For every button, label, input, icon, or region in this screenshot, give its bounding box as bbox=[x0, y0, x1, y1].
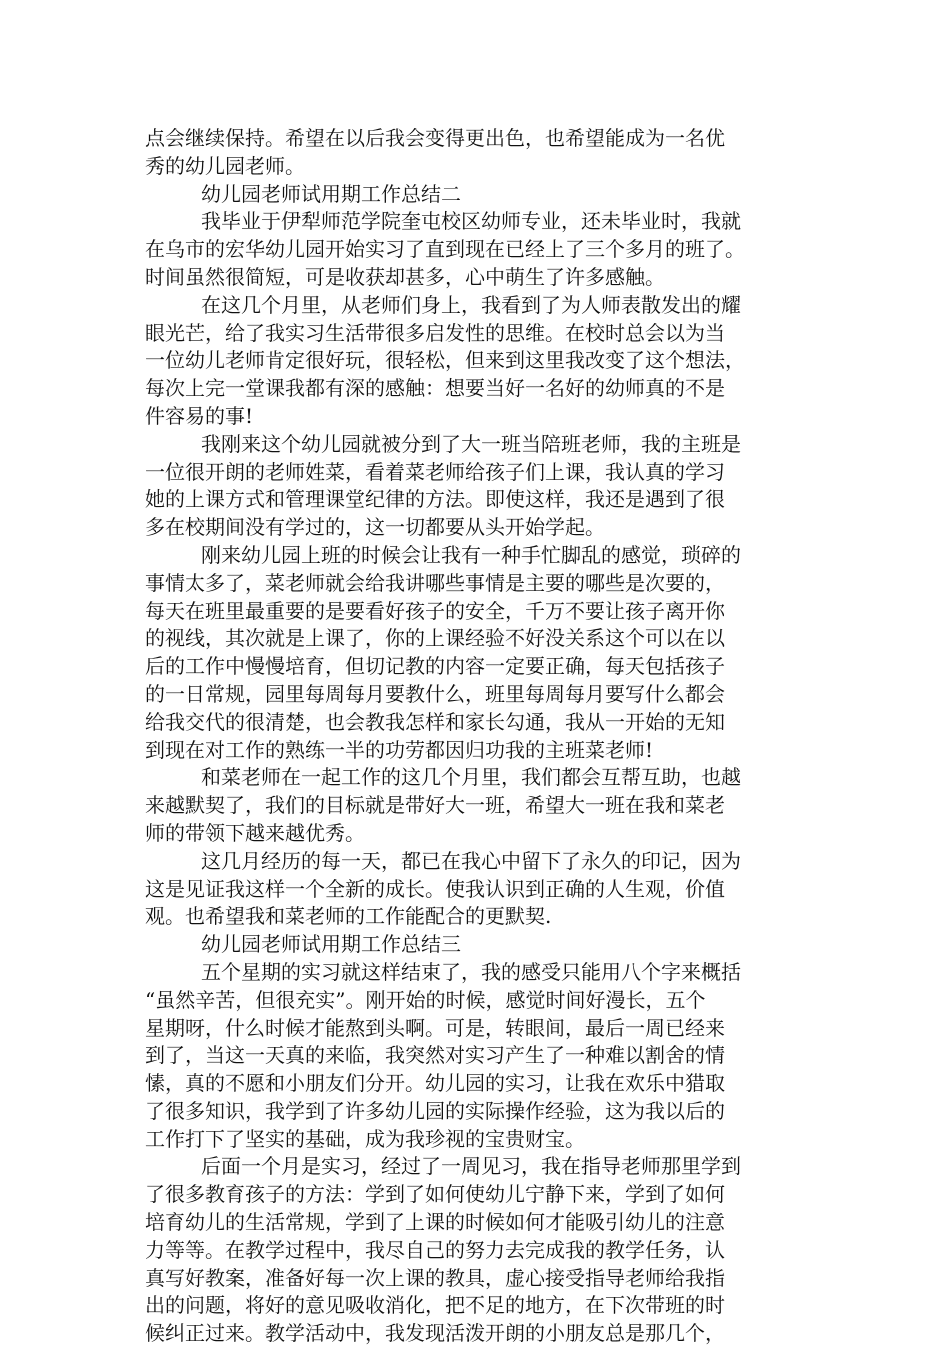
text-line: 出的问题，将好的意见吸收消化，把不足的地方，在下次带班的时 bbox=[145, 1293, 725, 1318]
text-line: 秀的幼儿园老师。 bbox=[145, 153, 305, 178]
text-line: 我刚来这个幼儿园就被分到了大一班当陪班老师，我的主班是 bbox=[201, 431, 741, 456]
text-line: 和菜老师在一起工作的这几个月里，我们都会互帮互助，也越 bbox=[201, 765, 741, 790]
text-line: 师的带领下越来越优秀。 bbox=[145, 820, 365, 845]
text-line: 刚来幼儿园上班的时候会让我有一种手忙脚乱的感觉，琐碎的 bbox=[201, 542, 741, 567]
text-line: 她的上课方式和管理课堂纪律的方法。即使这样，我还是遇到了很 bbox=[145, 487, 725, 512]
text-line: 了很多教育孩子的方法：学到了如何使幼儿宁静下来，学到了如何 bbox=[145, 1182, 725, 1207]
text-line: 每天在班里最重要的是要看好孩子的安全，千万不要让孩子离开你 bbox=[145, 598, 725, 623]
text-line: 培育幼儿的生活常规，学到了上课的时候如何才能吸引幼儿的注意 bbox=[145, 1210, 725, 1235]
text-line: 到了，当这一天真的来临，我突然对实习产生了一种难以割舍的情 bbox=[145, 1043, 725, 1068]
text-line: 在乌市的宏华幼儿园开始实习了直到现在已经上了三个多月的班了。 bbox=[145, 237, 745, 262]
text-line: 给我交代的很清楚，也会教我怎样和家长勾通，我从一开始的无知 bbox=[145, 709, 725, 734]
text-line: 的视线，其次就是上课了，你的上课经验不好没关系这个可以在以 bbox=[145, 626, 725, 651]
text-line: 真写好教案，准备好每一次上课的教具，虚心接受指导老师给我指 bbox=[145, 1265, 725, 1290]
text-line: “虽然辛苦，但很充实”。刚开始的时候，感觉时间好漫长，五个 bbox=[145, 987, 706, 1012]
document-page bbox=[145, 125, 810, 1348]
text-line: 后面一个月是实习，经过了一周见习，我在指导老师那里学到 bbox=[201, 1154, 741, 1179]
text-line: 在这几个月里，从老师们身上，我看到了为人师表散发出的耀 bbox=[201, 292, 741, 317]
text-line: 来越默契了，我们的目标就是带好大一班，希望大一班在我和菜老 bbox=[145, 793, 725, 818]
text-line: 愫，真的不愿和小朋友们分开。幼儿园的实习，让我在欢乐中猎取 bbox=[145, 1071, 725, 1096]
text-line: 到现在对工作的熟练一半的功劳都因归功我的主班菜老师! bbox=[145, 737, 654, 762]
text-line: 这是见证我这样一个全新的成长。使我认识到正确的人生观，价值 bbox=[145, 876, 725, 901]
text-line: 星期呀，什么时候才能熬到头啊。可是，转眼间，最后一周已经来 bbox=[145, 1015, 725, 1040]
text-line: 观。也希望我和菜老师的工作能配合的更默契. bbox=[145, 904, 552, 929]
document-body bbox=[145, 125, 810, 1348]
text-line: 时间虽然很简短，可是收获却甚多，心中萌生了许多感触。 bbox=[145, 264, 665, 289]
section-heading: 幼儿园老师试用期工作总结二 bbox=[201, 181, 461, 206]
text-line: 力等等。在教学过程中，我尽自己的努力去完成我的教学任务，认 bbox=[145, 1237, 725, 1262]
text-line: 我毕业于伊犁师范学院奎屯校区幼师专业，还未毕业时，我就 bbox=[201, 209, 741, 234]
text-line: 每次上完一堂课我都有深的感触：想要当好一名好的幼师真的不是 bbox=[145, 376, 725, 401]
section-heading: 幼儿园老师试用期工作总结三 bbox=[201, 932, 461, 957]
text-line: 了很多知识，我学到了许多幼儿园的实际操作经验，这为我以后的 bbox=[145, 1098, 725, 1123]
text-line: 这几月经历的每一天，都已在我心中留下了永久的印记，因为 bbox=[201, 848, 741, 873]
text-line: 一位幼儿老师肯定很好玩，很轻松，但来到这里我改变了这个想法， bbox=[145, 348, 745, 373]
text-line: 件容易的事! bbox=[145, 403, 254, 428]
text-line: 五个星期的实习就这样结束了，我的感受只能用八个字来概括 bbox=[201, 959, 741, 984]
text-line: 一位很开朗的老师姓菜，看着菜老师给孩子们上课，我认真的学习 bbox=[145, 459, 725, 484]
text-line: 眼光芒，给了我实习生活带很多启发性的思维。在校时总会以为当 bbox=[145, 320, 725, 345]
text-line: 多在校期间没有学过的，这一切都要从头开始学起。 bbox=[145, 515, 605, 540]
text-line: 的一日常规，园里每周每月要教什么，班里每周每月要写什么都会 bbox=[145, 681, 725, 706]
text-line: 候纠正过来。教学活动中，我发现活泼开朗的小朋友总是那几个， bbox=[145, 1321, 725, 1346]
text-line: 点会继续保持。希望在以后我会变得更出色，也希望能成为一名优 bbox=[145, 126, 725, 150]
text-line: 后的工作中慢慢培育，但切记教的内容一定要正确，每天包括孩子 bbox=[145, 654, 725, 679]
text-line: 事情太多了，菜老师就会给我讲哪些事情是主要的哪些是次要的， bbox=[145, 570, 725, 595]
text-line: 工作打下了坚实的基础，成为我珍视的宝贵财宝。 bbox=[145, 1126, 585, 1151]
